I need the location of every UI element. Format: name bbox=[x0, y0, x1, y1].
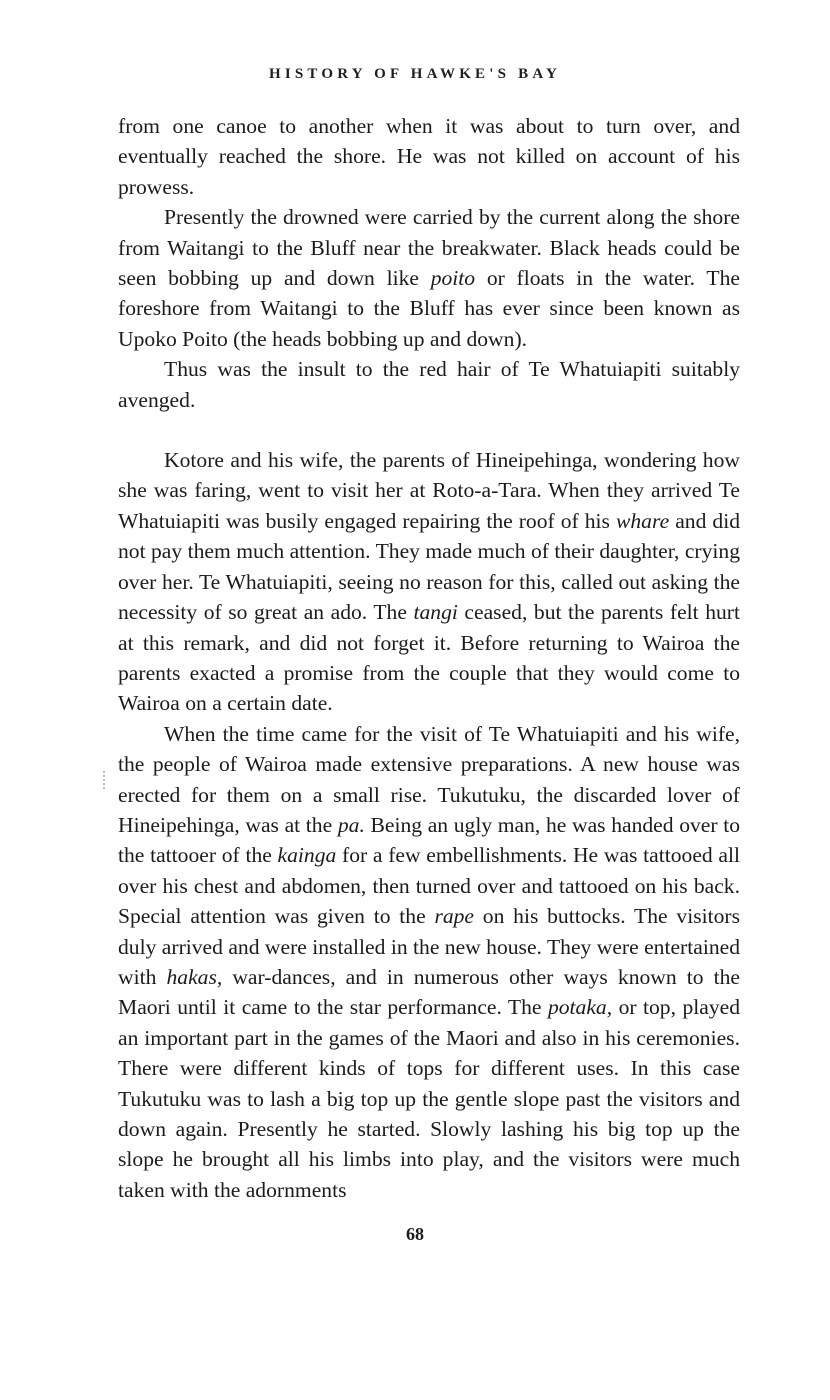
italic-term-pa: pa. bbox=[337, 812, 365, 837]
paragraph-2-text-a: Presently the drowned were carried by the current along the shore from Waitangi to the Bluff near the breakwater. Black heads could be seen bobbing up and down like bbox=[118, 205, 740, 291]
paragraph-5-text-f: or top, played an important part in the games of the Maori and also in his ceremonies. There were different kinds of tops for different uses. In this case Tukutuku was to lash a big top up the gentle slope past the visitors and down again. Presently he started. Slowly lashing his big top up the slope he brought all his limbs into play, and the visitors were much taken with the adornments bbox=[118, 995, 740, 1202]
italic-term-whare: whare bbox=[615, 508, 670, 533]
paragraph-5-text-b: Being an ugly man, he was handed over to the tattooer of the bbox=[118, 812, 741, 868]
paragraph-5-text-d: on his buttocks. The visitors duly arrived and were installed in the new house. They were entertained with bbox=[118, 904, 740, 989]
paragraph-4-text-a: Kotore and his wife, the parents of Hineipehinga, wondering how she was faring, went to visit her at Roto-a-Tara. When they arrived Te Whatuiapiti was busily engaged repairing the roof of his bbox=[118, 448, 740, 533]
paragraph-3 bbox=[118, 354, 740, 415]
body-text bbox=[118, 111, 740, 1205]
paragraph-1 bbox=[118, 111, 740, 202]
paragraph-5 bbox=[118, 719, 740, 1206]
italic-term-tangi: tangi bbox=[413, 600, 458, 625]
running-head: HISTORY OF HAWKE'S BAY bbox=[268, 66, 562, 82]
italic-term-hakas: hakas, bbox=[166, 964, 223, 989]
italic-term-poito: poito bbox=[430, 266, 476, 291]
page-number: 68 bbox=[406, 1224, 424, 1244]
paragraph-4-text-b: and did not pay them much attention. They made much of their daughter, crying over her. Te Whatuiapiti, seeing no reason for this, called out asking the necessity of so great an ado. The bbox=[118, 508, 740, 625]
paragraph-5-text-a: When the time came for the visit of Te Whatuiapiti and his wife, the people of Wairoa made extensive preparations. A new house was erected for them on a small rise. Tukutuku, the discarded lover of Hineipehinga, was at the bbox=[118, 721, 740, 837]
italic-term-kainga: kainga bbox=[277, 843, 337, 868]
italic-term-potaka: potaka, bbox=[547, 995, 613, 1020]
paragraph-2-text-b: or floats in the water. The foreshore from Waitangi to the Bluff has ever since been known as Upoko Poito (the heads bobbing up and down). bbox=[118, 266, 740, 351]
paragraph-2 bbox=[118, 202, 740, 354]
paragraph-3-text: Thus was the insult to the red hair of Te Whatuiapiti suitably avenged. bbox=[118, 357, 740, 412]
italic-term-rape: rape bbox=[434, 904, 475, 929]
paragraph-4 bbox=[118, 445, 740, 719]
paragraph-5-text-c: for a few embellishments. He was tattooed all over his chest and abdomen, then turned over and tattooed on his back. Special attention was given to the bbox=[118, 843, 740, 929]
paragraph-1-text: from one canoe to another when it was about to turn over, and eventually reached the shore. He was not killed on account of his prowess. bbox=[118, 114, 740, 199]
paragraph-4-text-c: ceased, but the parents felt hurt at this remark, and did not forget it. Before returning to Wairoa the parents exacted a promise from the couple that they would come to Wairoa on a certain date. bbox=[118, 600, 740, 716]
paragraph-5-text-e: war-dances, and in numerous other ways known to the Maori until it came to the star performance. The bbox=[118, 964, 740, 1020]
margin-mark bbox=[103, 771, 107, 789]
